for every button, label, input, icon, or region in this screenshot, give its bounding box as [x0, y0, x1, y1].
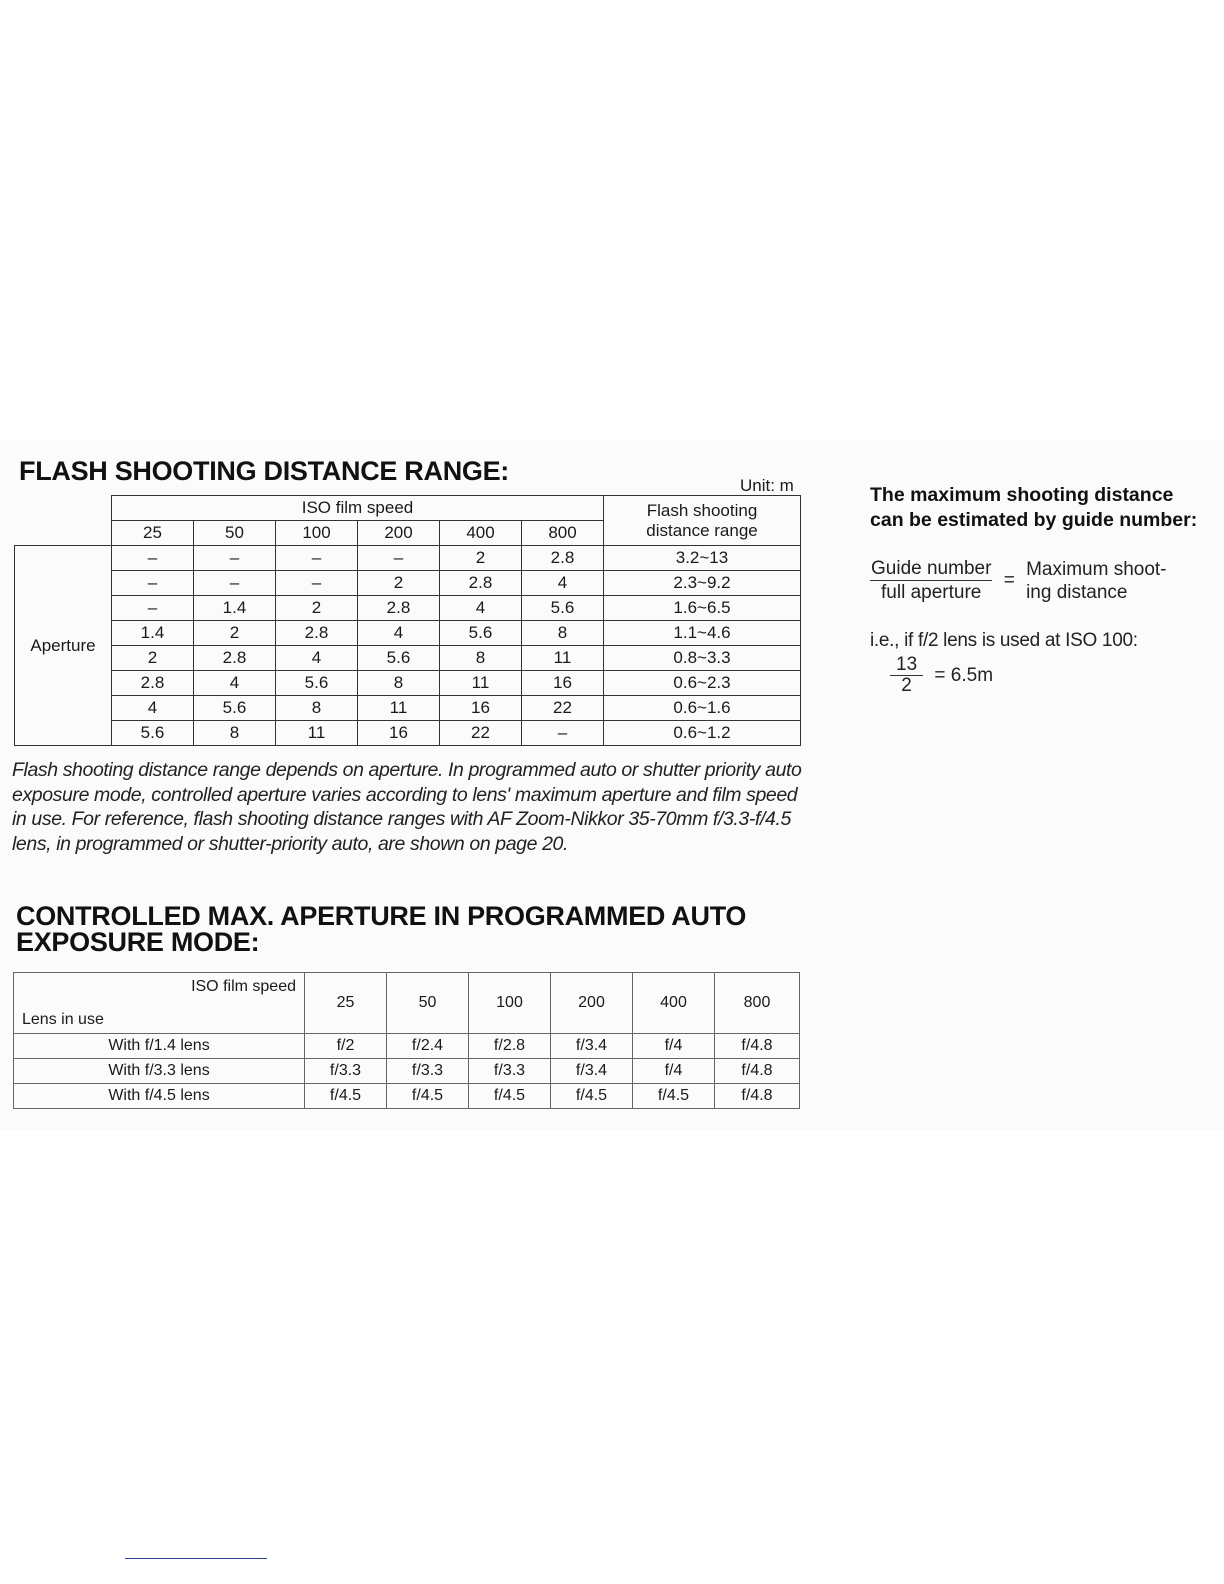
aperture-cell: 2.8 [276, 621, 358, 646]
lens-label-cell: With f/1.4 lens [14, 1034, 305, 1059]
aperture-cell: – [194, 571, 276, 596]
aperture-cell: 2 [112, 646, 194, 671]
aperture-cell: 8 [358, 671, 440, 696]
aperture-value-cell: f/2.8 [469, 1034, 551, 1059]
aperture-value-cell: f/4.5 [469, 1084, 551, 1109]
iso-value-cell: 800 [522, 521, 604, 546]
example-numerator: 13 [890, 655, 923, 676]
table-row [15, 546, 801, 571]
corner-iso-label: ISO film speed [191, 978, 296, 995]
aperture-value-cell: f/3.4 [551, 1034, 633, 1059]
guide-number-formula [870, 557, 1167, 604]
range-cell: 1.1~4.6 [604, 621, 801, 646]
aperture-cell: – [112, 571, 194, 596]
footer-rule [125, 1558, 267, 1559]
aperture-cell: 2 [440, 546, 522, 571]
example-result: = 6.5m [934, 664, 994, 686]
range-cell: 0.6~1.2 [604, 721, 801, 746]
example-fraction [890, 655, 923, 696]
formula-result-line1: Maximum shoot- [1026, 558, 1167, 580]
unit-label: Unit: m [740, 476, 794, 495]
formula-numerator: Guide number [871, 558, 992, 579]
formula-result-line2: ing distance [1026, 581, 1128, 603]
aperture-cell: 11 [276, 721, 358, 746]
aperture-cell: 2.8 [522, 546, 604, 571]
formula-denominator: full aperture [881, 582, 982, 603]
aperture-cell: 4 [276, 646, 358, 671]
iso-value-cell: 100 [469, 973, 551, 1034]
table-row [15, 696, 801, 721]
aperture-value-cell: f/4.5 [633, 1084, 715, 1109]
aperture-cell: 4 [440, 596, 522, 621]
aperture-cell: 5.6 [112, 721, 194, 746]
aperture-cell: 8 [276, 696, 358, 721]
aperture-cell: 4 [522, 571, 604, 596]
iso-value-cell: 200 [358, 521, 440, 546]
aperture-cell: 16 [358, 721, 440, 746]
lens-label-cell: With f/4.5 lens [14, 1084, 305, 1109]
aperture-value-cell: f/3.3 [305, 1059, 387, 1084]
aperture-cell: – [112, 546, 194, 571]
table-row [15, 621, 801, 646]
table-row [14, 1084, 800, 1109]
range-cell: 0.6~2.3 [604, 671, 801, 696]
aperture-value-cell: f/3.3 [469, 1059, 551, 1084]
range-cell: 2.3~9.2 [604, 571, 801, 596]
example-calculation [890, 655, 993, 696]
table-row [15, 596, 801, 621]
iso-value-cell: 25 [305, 973, 387, 1034]
aperture-cell: – [112, 596, 194, 621]
range-cell: 0.8~3.3 [604, 646, 801, 671]
aperture-value-cell: f/4.8 [715, 1034, 800, 1059]
aperture-cell: 2 [358, 571, 440, 596]
range-cell: 0.6~1.6 [604, 696, 801, 721]
aperture-section-title-line2: EXPOSURE MODE: [16, 927, 260, 957]
empty-corner [15, 496, 112, 521]
aperture-cell: 2.8 [194, 646, 276, 671]
aperture-cell: – [276, 546, 358, 571]
corner-lens-label: Lens in use [22, 1011, 104, 1028]
aperture-value-cell: f/4.8 [715, 1084, 800, 1109]
example-denominator: 2 [901, 675, 912, 696]
aperture-value-cell: f/2 [305, 1034, 387, 1059]
aperture-cell: – [358, 546, 440, 571]
range-cell: 3.2~13 [604, 546, 801, 571]
range-header-line2: distance range [646, 520, 758, 540]
iso-value-cell: 50 [194, 521, 276, 546]
table-row [15, 671, 801, 696]
aperture-cell: 5.6 [440, 621, 522, 646]
aperture-value-cell: f/4 [633, 1034, 715, 1059]
aperture-cell: – [522, 721, 604, 746]
aperture-value-cell: f/3.4 [551, 1059, 633, 1084]
aperture-value-cell: f/4 [633, 1059, 715, 1084]
iso-value-cell: 100 [276, 521, 358, 546]
aperture-cell: 2.8 [440, 571, 522, 596]
aperture-cell: 2.8 [358, 596, 440, 621]
range-cell: 1.6~6.5 [604, 596, 801, 621]
corner-header [14, 973, 305, 1034]
iso-value-cell: 50 [387, 973, 469, 1034]
iso-value-cell: 400 [440, 521, 522, 546]
table-header-row [14, 973, 800, 1034]
aperture-cell: 8 [522, 621, 604, 646]
table-row [15, 571, 801, 596]
flash-distance-table [14, 495, 801, 746]
aperture-cell: 8 [440, 646, 522, 671]
flash-caption: Flash shooting distance range depends on aperture. In programmed auto or shutter priority auto exposure mode, controlled aperture varies according to lens' maximum aperture and film speed in use. For reference, flash shooting distance ranges with AF Zoom-Nikkor 35-70mm f/3.3-f/4.5 lens, in programmed or shutter-priority auto, are shown on page 20. [12, 759, 802, 855]
table-row [15, 721, 801, 746]
range-header-line1: Flash shooting [646, 500, 758, 520]
range-header [604, 496, 801, 546]
aperture-section-title-line1: CONTROLLED MAX. APERTURE IN PROGRAMMED AUTO [16, 901, 747, 931]
aperture-cell: 4 [194, 671, 276, 696]
aperture-cell: 5.6 [276, 671, 358, 696]
aperture-cell: 16 [440, 696, 522, 721]
guide-number-title: The maximum shooting distance can be estimated by guide number: [870, 484, 1198, 531]
aperture-cell: 5.6 [194, 696, 276, 721]
controlled-aperture-table [13, 972, 800, 1109]
aperture-cell: 2 [194, 621, 276, 646]
formula-fraction [870, 557, 992, 604]
iso-value-cell: 200 [551, 973, 633, 1034]
aperture-cell: 11 [358, 696, 440, 721]
iso-value-cell: 400 [633, 973, 715, 1034]
aperture-cell: 5.6 [358, 646, 440, 671]
lens-label-cell: With f/3.3 lens [14, 1059, 305, 1084]
example-text: i.e., if f/2 lens is used at ISO 100: [870, 630, 1138, 651]
table-row [14, 1059, 800, 1084]
aperture-value-cell: f/4.8 [715, 1059, 800, 1084]
aperture-cell: 16 [522, 671, 604, 696]
aperture-row-label: Aperture [15, 546, 112, 746]
aperture-cell: 1.4 [194, 596, 276, 621]
aperture-cell: – [276, 571, 358, 596]
formula-result [1026, 558, 1166, 604]
aperture-cell: 22 [440, 721, 522, 746]
aperture-cell: 5.6 [522, 596, 604, 621]
aperture-cell: 11 [440, 671, 522, 696]
aperture-value-cell: f/4.5 [305, 1084, 387, 1109]
aperture-cell: 22 [522, 696, 604, 721]
aperture-value-cell: f/4.5 [551, 1084, 633, 1109]
flash-section-title: FLASH SHOOTING DISTANCE RANGE: [19, 456, 509, 486]
empty-corner-lower [15, 521, 112, 546]
aperture-value-cell: f/3.3 [387, 1059, 469, 1084]
aperture-value-cell: f/2.4 [387, 1034, 469, 1059]
table-row [15, 646, 801, 671]
table-row [14, 1034, 800, 1059]
aperture-cell: 2 [276, 596, 358, 621]
iso-header: ISO film speed [112, 496, 604, 521]
table-header-row [15, 496, 801, 521]
aperture-cell: 11 [522, 646, 604, 671]
aperture-cell: 8 [194, 721, 276, 746]
iso-value-cell: 25 [112, 521, 194, 546]
iso-value-cell: 800 [715, 973, 800, 1034]
aperture-cell: 1.4 [112, 621, 194, 646]
aperture-cell: 4 [358, 621, 440, 646]
aperture-cell: 2.8 [112, 671, 194, 696]
aperture-value-cell: f/4.5 [387, 1084, 469, 1109]
aperture-cell: 4 [112, 696, 194, 721]
aperture-cell: – [194, 546, 276, 571]
formula-equals: = [1003, 570, 1015, 591]
